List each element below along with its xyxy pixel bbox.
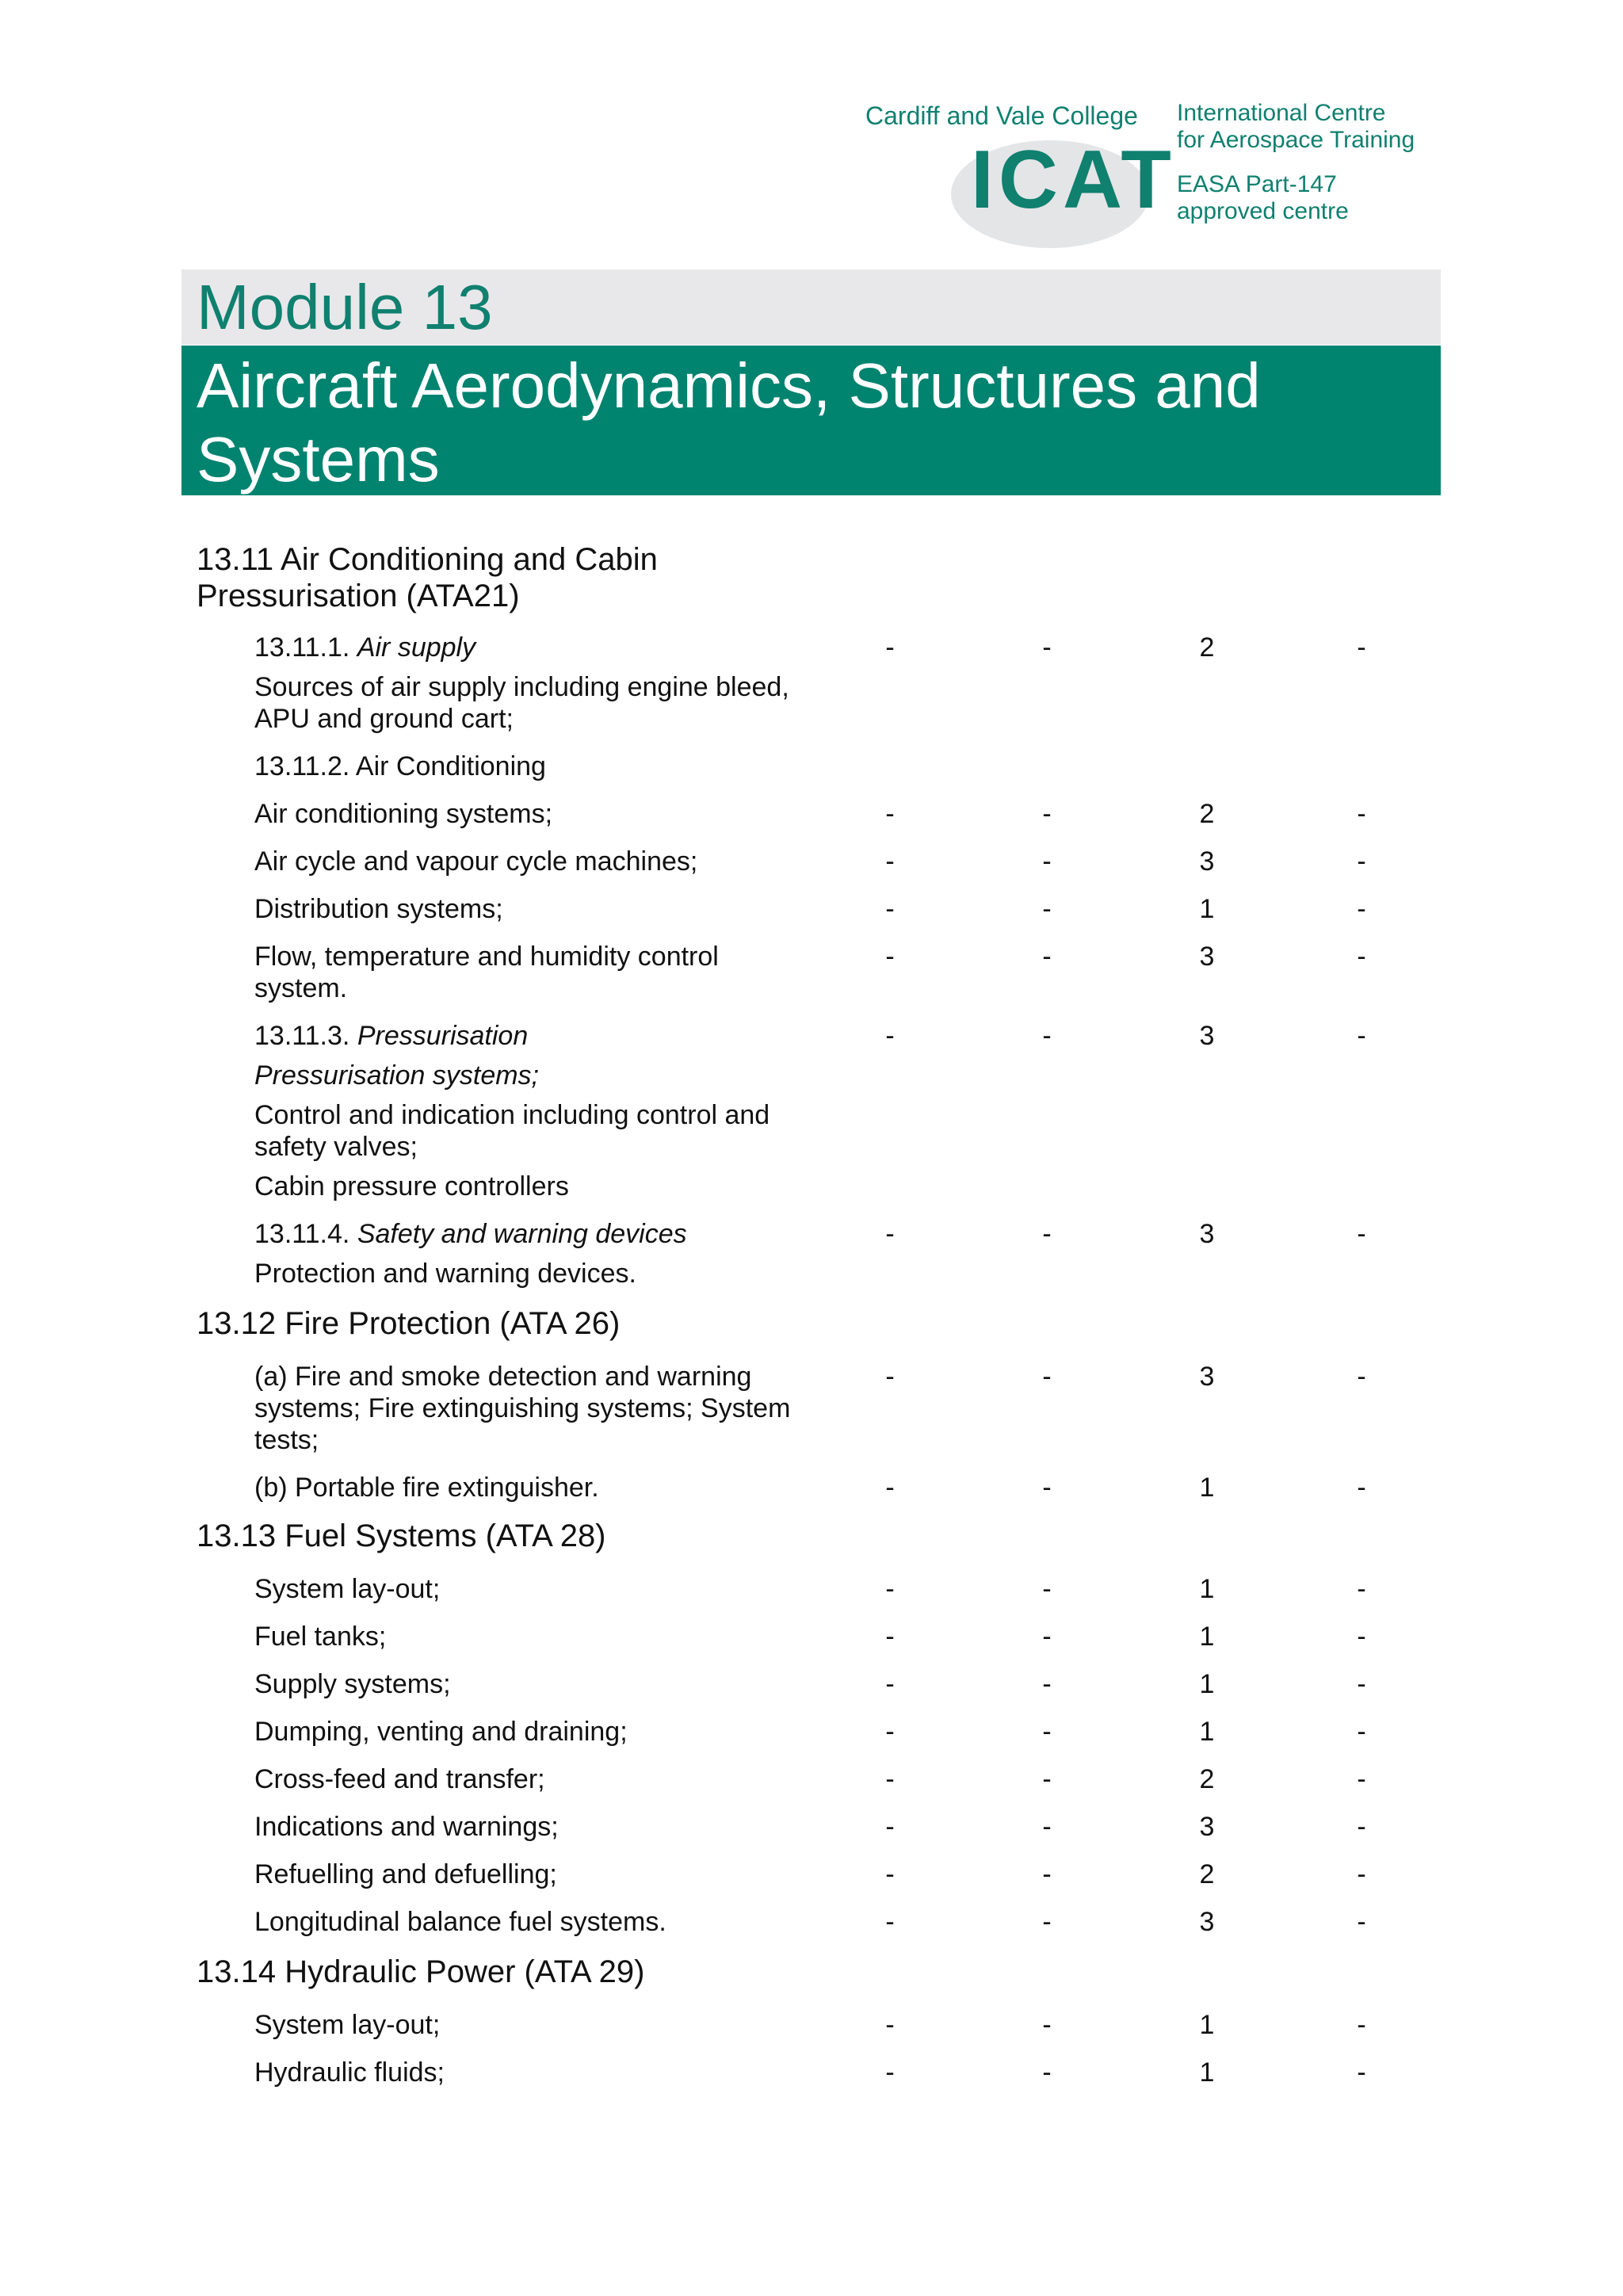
syllabus-item-cont: systems; Fire extinguishing systems; System	[254, 1393, 791, 1423]
level-cell: 2	[1199, 799, 1215, 829]
syllabus-item-cont: tests;	[254, 1425, 319, 1455]
level-cell: -	[885, 1473, 895, 1503]
item-description: safety valves;	[254, 1132, 418, 1162]
level-cell: -	[885, 1669, 895, 1699]
syllabus-item: Indications and warnings;	[254, 1812, 559, 1842]
syllabus-item: Fuel tanks;	[254, 1622, 387, 1652]
level-cell: -	[885, 894, 895, 924]
level-cell: -	[1042, 1622, 1052, 1652]
title-band	[181, 346, 1441, 495]
syllabus-item: Supply systems;	[254, 1669, 451, 1699]
syllabus-item: Dumping, venting and draining;	[254, 1717, 628, 1747]
level-cell: -	[1042, 846, 1052, 877]
level-cell: -	[1357, 1574, 1366, 1604]
level-cell: -	[885, 942, 895, 972]
module-band	[181, 269, 1441, 345]
level-cell: -	[1357, 942, 1366, 972]
level-cell: -	[1042, 1764, 1052, 1794]
centre-name: International Centre for Aerospace Training	[1177, 100, 1415, 153]
syllabus-item: (b) Portable fire extinguisher.	[254, 1473, 599, 1503]
level-cell: -	[885, 2010, 895, 2040]
level-cell: -	[1042, 1362, 1052, 1392]
level-cell: -	[1042, 632, 1052, 663]
section-heading: 13.13 Fuel Systems (ATA 28)	[197, 1519, 606, 1553]
subsection-heading: 13.11.1. Air supply	[254, 632, 476, 663]
level-cell: 3	[1199, 942, 1215, 972]
subsection-heading: 13.11.3. Pressurisation	[254, 1021, 529, 1051]
syllabus-item: Hydraulic fluids;	[254, 2057, 445, 2088]
level-cell: -	[1357, 799, 1366, 829]
syllabus-item: (a) Fire and smoke detection and warning	[254, 1362, 752, 1392]
level-cell: -	[885, 1907, 895, 1937]
item-description: Control and indication including control and	[254, 1100, 770, 1130]
level-cell: -	[1357, 632, 1366, 663]
section-heading-cont: Pressurisation (ATA21)	[197, 579, 520, 613]
level-cell: 3	[1199, 1907, 1215, 1937]
level-cell: 3	[1199, 846, 1215, 877]
level-cell: -	[1042, 1859, 1052, 1889]
level-cell: 3	[1199, 1812, 1215, 1842]
level-cell: -	[1042, 1473, 1052, 1503]
syllabus-item: Longitudinal balance fuel systems.	[254, 1907, 666, 1937]
level-cell: -	[1357, 1219, 1366, 1249]
level-cell: 1	[1199, 2010, 1215, 2040]
level-cell: 2	[1199, 632, 1215, 663]
level-cell: -	[1357, 1669, 1366, 1699]
level-cell: -	[1357, 1717, 1366, 1747]
level-cell: -	[1042, 1717, 1052, 1747]
icat-logo	[860, 95, 1446, 269]
level-cell: 1	[1199, 1669, 1215, 1699]
syllabus-item: Refuelling and defuelling;	[254, 1859, 557, 1889]
syllabus-item: Distribution systems;	[254, 894, 503, 924]
level-cell: -	[1042, 894, 1052, 924]
level-cell: -	[1357, 894, 1366, 924]
level-cell: -	[885, 1574, 895, 1604]
level-cell: -	[1042, 1907, 1052, 1937]
level-cell: -	[1357, 846, 1366, 877]
level-cell: -	[885, 1717, 895, 1747]
level-cell: 1	[1199, 2057, 1215, 2088]
level-cell: 3	[1199, 1362, 1215, 1392]
section-heading: 13.11 Air Conditioning and Cabin	[197, 542, 658, 577]
level-cell: -	[885, 1219, 895, 1249]
level-cell: -	[1357, 2057, 1366, 2088]
approval-text: EASA Part-147 approved centre	[1177, 171, 1349, 224]
level-cell: -	[1357, 1362, 1366, 1392]
level-cell: 2	[1199, 1859, 1215, 1889]
level-cell: -	[1357, 1473, 1366, 1503]
level-cell: -	[1042, 1669, 1052, 1699]
level-cell: 2	[1199, 1764, 1215, 1794]
syllabus-item: System lay-out;	[254, 2010, 441, 2040]
module-title: Aircraft Aerodynamics, Structures and Systems	[197, 350, 1261, 495]
level-cell: -	[1042, 1219, 1052, 1249]
subsection-heading: 13.11.2. Air Conditioning	[254, 751, 546, 781]
level-cell: -	[885, 1812, 895, 1842]
level-cell: 1	[1199, 1622, 1215, 1652]
item-description: Protection and warning devices.	[254, 1259, 636, 1289]
syllabus-item: Flow, temperature and humidity control	[254, 942, 719, 972]
college-name: Cardiff and Vale College	[865, 101, 1138, 130]
level-cell: -	[1042, 799, 1052, 829]
item-description: Sources of air supply including engine bleed,	[254, 672, 789, 702]
level-cell: -	[885, 1764, 895, 1794]
syllabus-item: Air conditioning systems;	[254, 799, 553, 829]
level-cell: -	[885, 1859, 895, 1889]
level-cell: 1	[1199, 894, 1215, 924]
level-cell: 1	[1199, 1473, 1215, 1503]
syllabus-item-cont: system.	[254, 973, 348, 1003]
logo-brand: ICAT	[971, 134, 1176, 226]
syllabus-item: Air cycle and vapour cycle machines;	[254, 846, 698, 877]
section-heading: 13.14 Hydraulic Power (ATA 29)	[197, 1954, 645, 1989]
level-cell: -	[1042, 1021, 1052, 1051]
level-cell: -	[885, 799, 895, 829]
level-cell: -	[1357, 1907, 1366, 1937]
section-heading: 13.12 Fire Protection (ATA 26)	[197, 1306, 621, 1341]
level-cell: 3	[1199, 1219, 1215, 1249]
item-description: APU and ground cart;	[254, 704, 514, 734]
level-cell: -	[885, 1622, 895, 1652]
level-cell: -	[1042, 2057, 1052, 2088]
level-cell: 1	[1199, 1717, 1215, 1747]
level-cell: -	[1357, 1622, 1366, 1652]
level-cell: -	[885, 1362, 895, 1392]
level-cell: -	[885, 632, 895, 663]
level-cell: -	[1042, 942, 1052, 972]
syllabus-item: System lay-out;	[254, 1574, 441, 1604]
level-cell: -	[1357, 1812, 1366, 1842]
level-cell: -	[885, 846, 895, 877]
level-cell: -	[1357, 2010, 1366, 2040]
level-cell: -	[1042, 1574, 1052, 1604]
level-cell: -	[885, 2057, 895, 2088]
subsection-heading: 13.11.4. Safety and warning devices	[254, 1219, 687, 1249]
item-description: Pressurisation systems;	[254, 1060, 539, 1091]
module-number: Module 13	[197, 272, 493, 342]
level-cell: -	[1357, 1764, 1366, 1794]
level-cell: 1	[1199, 1574, 1215, 1604]
level-cell: -	[885, 1021, 895, 1051]
syllabus-item: Cross-feed and transfer;	[254, 1764, 545, 1794]
level-cell: -	[1042, 2010, 1052, 2040]
level-cell: 3	[1199, 1021, 1215, 1051]
item-description: Cabin pressure controllers	[254, 1171, 569, 1201]
level-cell: -	[1357, 1859, 1366, 1889]
level-cell: -	[1042, 1812, 1052, 1842]
level-cell: -	[1357, 1021, 1366, 1051]
